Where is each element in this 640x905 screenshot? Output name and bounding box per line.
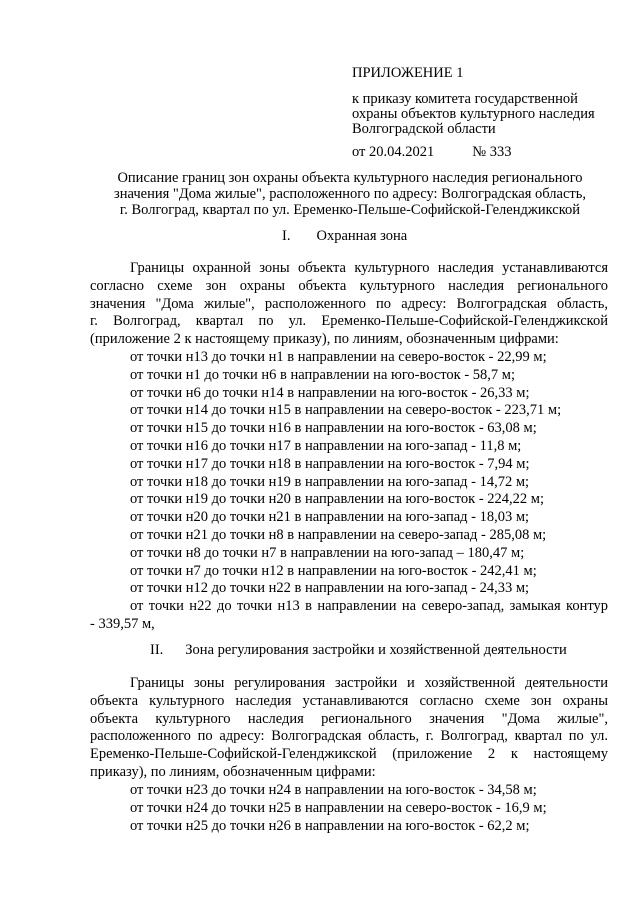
segment-item: от точки н19 до точки н20 в направлении на юго-восток - 224,22 м; bbox=[130, 491, 545, 508]
segment-item: от точки н7 до точки н12 в направлении на юго-восток - 242,41 м; bbox=[130, 562, 537, 579]
intro-line: согласно схеме зон охраны объекта культурного наследия регионального bbox=[90, 277, 608, 294]
segment-item: от точки н13 до точки н1 в направлении на северо-восток - 22,99 м; bbox=[130, 349, 547, 365]
intro-line: значения "Дома жилые", расположенного по адресу: Волгоградская область, bbox=[90, 295, 608, 312]
segment-item: от точки н16 до точки н17 в направлении на юго-запад - 11,8 м; bbox=[130, 437, 522, 454]
segment-item: от точки н18 до точки н19 в направлении на юго-запад - 14,72 м; bbox=[130, 473, 530, 490]
intro-line: расположенного по адресу: Волгоградская область, г. Волгоград, квартал по ул. bbox=[90, 728, 608, 745]
order-date: от 20.04.2021 bbox=[352, 144, 435, 160]
section-2-title: Зона регулирования застройки и хозяйственной деятельности bbox=[185, 642, 567, 658]
segment-item-closing: от точки н22 до точки н13 в направлении на северо-запад, замыкая контур bbox=[130, 598, 608, 615]
segment-item: от точки н1 до точки н6 в направлении на юго-восток - 58,7 м; bbox=[130, 366, 516, 383]
segment-item: от точки н12 до точки н22 в направлении на юго-запад - 24,33 м; bbox=[130, 580, 530, 597]
segment-item: от точки н17 до точки н18 в направлении на юго-восток - 7,94 м; bbox=[130, 455, 530, 472]
segment-item-closing-cont: - 339,57 м, bbox=[90, 615, 155, 632]
segment-item: от точки н20 до точки н21 в направлении на юго-запад - 18,03 м; bbox=[130, 509, 530, 526]
section-1-numeral: I. bbox=[282, 228, 291, 244]
intro-line: Еременко-Пельше-Софийской-Геленджикской (приложение 2 к настоящему bbox=[90, 746, 608, 763]
section-1-heading bbox=[282, 228, 407, 245]
section-1-intro bbox=[90, 260, 608, 349]
segment-item: от точки н14 до точки н15 в направлении на северо-восток - 223,71 м; bbox=[130, 402, 562, 419]
intro-line: Границы зоны регулирования застройки и хозяйственной деятельности bbox=[130, 675, 608, 691]
segment-item: от точки н23 до точки н24 в направлении на юго-восток - 34,58 м; bbox=[130, 782, 537, 798]
order-date-number bbox=[352, 145, 512, 160]
annex-line: охраны объектов культурного наследия bbox=[352, 106, 595, 122]
section-2-segments bbox=[90, 782, 608, 835]
intro-line: Границы охранной зоны объекта культурного наследия устанавливаются bbox=[130, 260, 608, 276]
heading-line: г. Волгоград, квартал по ул. Еременко-Пельше-Софийской-Геленджикской bbox=[119, 202, 581, 218]
intro-line: приказу), по линиям, обозначенным цифрами: bbox=[90, 763, 376, 780]
section-1-title: Охранная зона bbox=[316, 228, 408, 244]
annex-title: ПРИЛОЖЕНИЕ 1 bbox=[352, 65, 464, 81]
intro-line: (приложение 2 к настоящему приказу), по линиям, обозначенным цифрами: bbox=[90, 331, 559, 348]
section-2-numeral: II. bbox=[150, 642, 164, 658]
section-2-heading bbox=[150, 642, 567, 659]
intro-line: объекта культурного наследия регионального значения "Дома жилые", bbox=[90, 710, 608, 727]
annex-reference bbox=[352, 92, 610, 137]
heading-line: Описание границ зон охраны объекта культурного наследия регионального bbox=[117, 170, 583, 186]
document-heading bbox=[90, 170, 610, 218]
section-2-intro bbox=[90, 675, 608, 782]
heading-line: значения "Дома жилые", расположенного по адресу: Волгоградская область, bbox=[114, 186, 586, 202]
segment-item: от точки н8 до точки н7 в направлении на юго-запад – 180,47 м; bbox=[130, 544, 525, 561]
intro-line: г. Волгоград, квартал по ул. Еременко-Пельше-Софийской-Геленджикской bbox=[90, 313, 608, 330]
segment-item: от точки н25 до точки н26 в направлении на юго-восток - 62,2 м; bbox=[130, 817, 530, 834]
segment-item: от точки н24 до точки н25 в направлении на северо-восток - 16,9 м; bbox=[130, 799, 547, 816]
intro-line: объекта культурного наследия устанавливаются согласно схеме зон охраны bbox=[90, 692, 608, 709]
segment-item: от точки н21 до точки н8 в направлении на северо-запад - 285,08 м; bbox=[130, 526, 547, 543]
annex-line: к приказу комитета государственной bbox=[352, 91, 578, 107]
segment-item: от точки н6 до точки н14 в направлении на юго-восток - 26,33 м; bbox=[130, 384, 530, 401]
segment-item: от точки н15 до точки н16 в направлении на юго-восток - 63,08 м; bbox=[130, 420, 537, 437]
annex-line: Волгоградской области bbox=[352, 121, 496, 137]
section-1-segments bbox=[90, 349, 608, 634]
order-number: № 333 bbox=[472, 144, 512, 160]
